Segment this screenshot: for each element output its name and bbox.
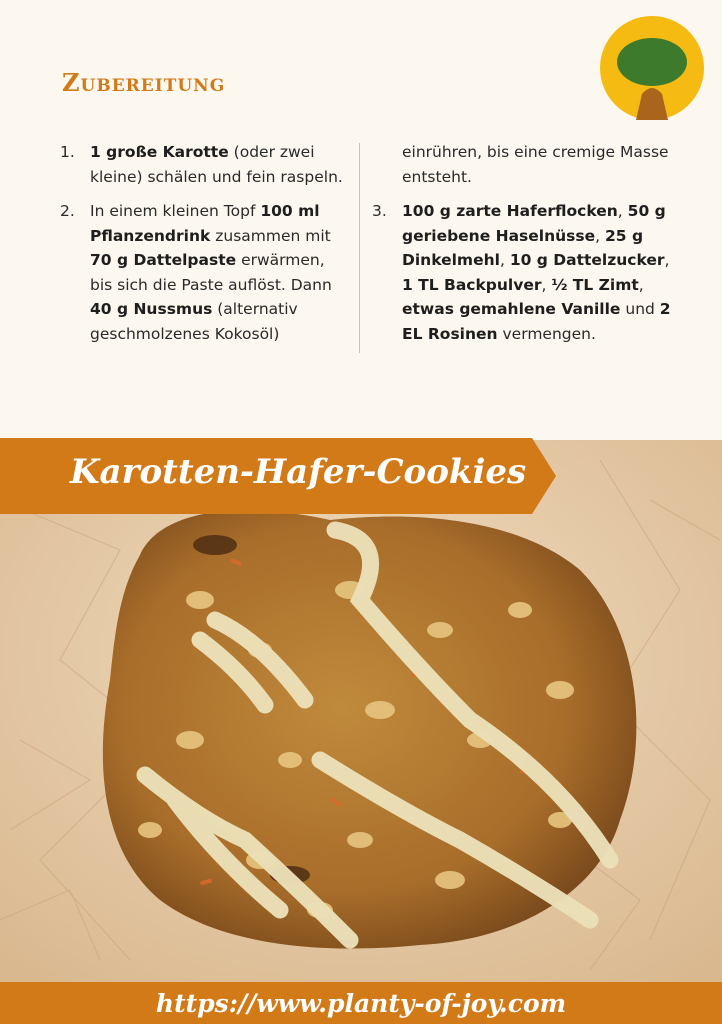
step-2-continuation: einrühren, bis eine cremige Masse entsteht. (402, 143, 669, 186)
ingredient: 70 g Dattelpaste (90, 251, 237, 269)
brand-logo (600, 16, 704, 120)
step-number: 3. (372, 202, 387, 220)
step-text-part: , (541, 275, 552, 294)
step-text-part: , (638, 275, 644, 294)
section-title: Zubereitung (62, 68, 226, 97)
step-text-part: vermengen. (497, 324, 596, 343)
step-number: 1. (60, 143, 75, 161)
step-text-part: , (499, 251, 510, 269)
ingredient: 50 g geriebene Haselnüsse (402, 202, 666, 245)
step-2 (60, 199, 350, 346)
cookie-illustration (0, 440, 722, 982)
step-text-part: erwärmen, bis sich die Paste auflöst. Dann (90, 251, 332, 294)
ingredient: 1 große Karotte (90, 143, 229, 161)
step-1 (60, 140, 350, 189)
ingredient: 100 g zarte Haferflocken (402, 202, 618, 220)
step-3 (372, 199, 672, 346)
step-text-part: In einem kleinen Topf (90, 202, 261, 220)
ingredient: ½ TL Zimt (551, 275, 639, 294)
step-text (402, 199, 672, 346)
step-text (90, 199, 350, 346)
step-text-part: , (595, 226, 606, 245)
ingredient: 40 g Nussmus (90, 300, 213, 318)
step-text (90, 140, 350, 189)
ingredient: 1 TL Backpulver (402, 275, 542, 294)
step-text-part: (oder zwei kleine) schälen und fein raspeln. (90, 143, 343, 186)
ingredient: 2 EL Rosinen (402, 300, 671, 343)
cookie-photo (0, 440, 722, 982)
ingredient: 100 ml Pflanzendrink (90, 202, 320, 245)
website-link[interactable]: https://www.planty-of-joy.com (155, 989, 567, 1018)
recipe-title: Karotten-Hafer-Cookies (70, 452, 527, 492)
ingredient: etwas gemahlene Vanille (402, 300, 621, 318)
ingredient: 25 g Dinkelmehl (402, 226, 644, 269)
step-text-part: , (664, 251, 670, 269)
ingredient: 10 g Dattelzucker (509, 251, 665, 269)
column-divider (359, 143, 360, 353)
step-text-part: (alternativ geschmolzenes Kokosöl) (90, 300, 298, 343)
step-number: 2. (60, 202, 75, 220)
step-text-part: zusammen mit (210, 226, 331, 245)
step-text-part: und (620, 300, 660, 318)
instructions-column-left (60, 140, 350, 356)
instructions-column-right (372, 140, 672, 356)
step-text-part: , (617, 202, 628, 220)
